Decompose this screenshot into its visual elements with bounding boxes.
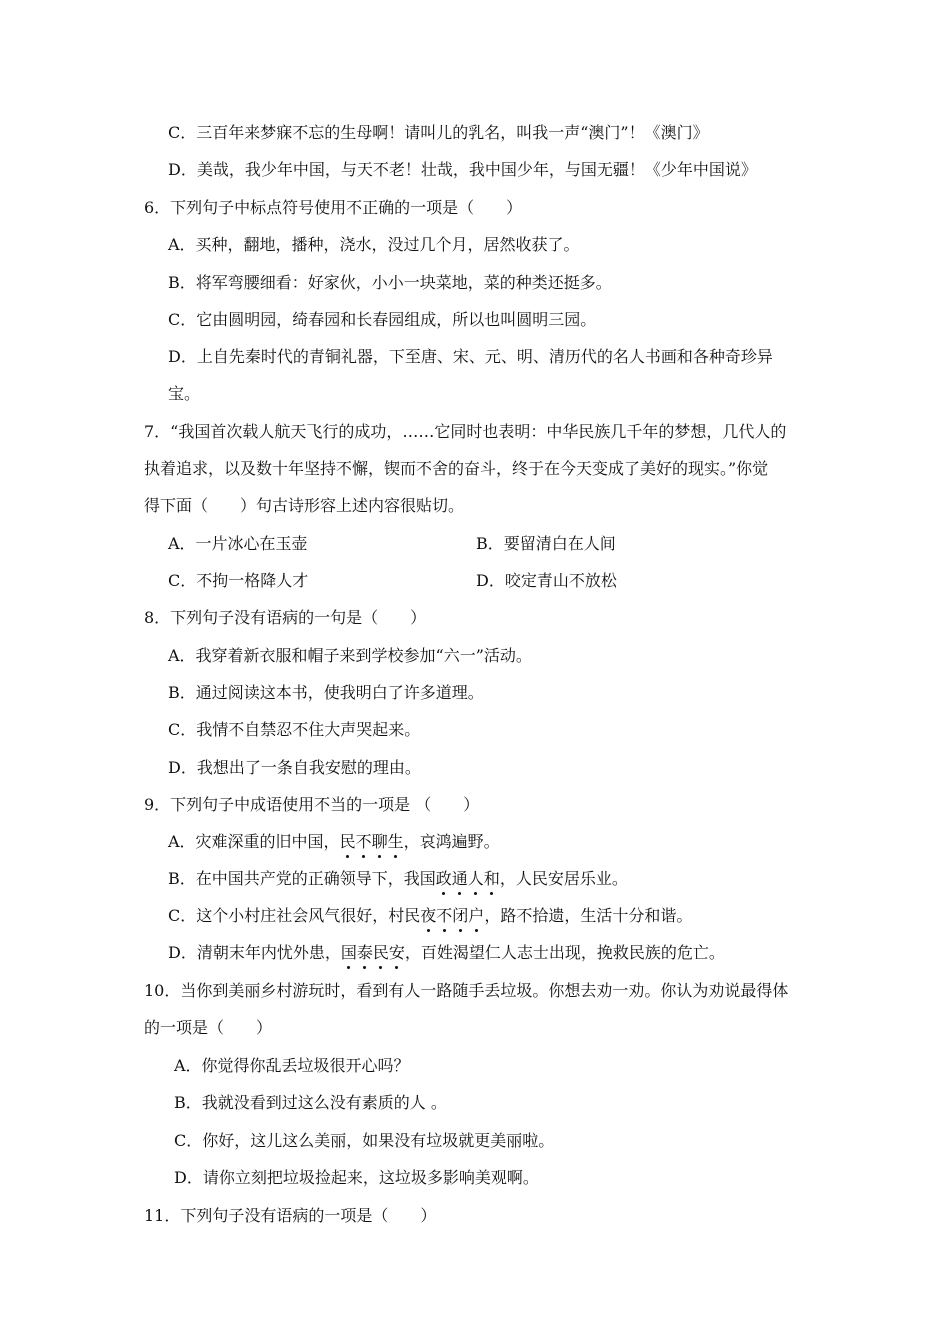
q5-option-d: D．美哉，我少年中国，与天不老！壮哉，我中国少年，与国无疆！《少年中国说》	[168, 160, 757, 179]
emphasis-dot-char: 政	[435, 869, 452, 888]
emphasis-dot-char: 民	[372, 943, 389, 962]
q7-stem-line2: 执着追求，以及数十年坚持不懈，锲而不舍的奋斗，终于在今天变成了美好的现实。”你觉	[144, 459, 769, 478]
emphasis-dot-char: 安	[388, 943, 405, 962]
q9-option-d-prefix: D．清朝末年内忧外患，	[168, 943, 341, 962]
q9-stem: 9．下列句子中成语使用不当的一项是 （ ）	[144, 795, 480, 814]
emphasis-dot-char: 户	[468, 906, 485, 925]
q9-option-d-suffix: ，百姓渴望仁人志士出现，挽救民族的危亡。	[404, 943, 725, 962]
q7-stem-line1: 7．“我国首次载人航天飞行的成功，……它同时也表明：中华民族几千年的梦想，几代人的	[144, 422, 787, 441]
q10-option-a: A．你觉得你乱丢垃圾很开心吗？	[174, 1056, 410, 1075]
q8-option-b: B．通过阅读这本书，使我明白了许多道理。	[168, 683, 484, 702]
q10-option-d: D．请你立刻把垃圾捡起来，这垃圾多影响美观啊。	[174, 1168, 539, 1187]
q9-option-a-suffix: ，哀鸿遍野。	[403, 832, 500, 851]
q9-option-c-suffix: ，路不拾遗，生活十分和谐。	[484, 906, 693, 925]
emphasis-dot-char: 泰	[356, 943, 373, 962]
q6-option-b: B．将军弯腰细看：好家伙，小小一块菜地，菜的种类还挺多。	[168, 273, 612, 292]
q10-stem-line2: 的一项是（ ）	[144, 1018, 273, 1037]
q9-option-a-idiom	[340, 832, 404, 851]
q9-option-b-suffix: ，人民安居乐业。	[499, 869, 628, 888]
q8-stem: 8．下列句子没有语病的一句是（ ）	[144, 608, 427, 627]
q9-option-a	[168, 831, 500, 853]
emphasis-dot-char: 夜	[420, 906, 437, 925]
q6-stem: 6．下列句子中标点符号使用不正确的一项是（ ）	[144, 198, 523, 217]
q9-option-c-prefix: C．这个小村庄社会风气很好，村民	[168, 906, 421, 925]
emphasis-dot-char: 人	[467, 869, 484, 888]
q6-option-d-line1: D．上自先秦时代的青铜礼器，下至唐、宋、元、明、清历代的名人书画和各种奇珍异	[168, 347, 773, 366]
q9-option-b-prefix: B．在中国共产党的正确领导下，我国	[168, 869, 436, 888]
q7-option-d: D．咬定青山不放松	[476, 571, 617, 590]
emphasis-dot-char: 不	[355, 832, 372, 851]
q11-stem: 11．下列句子没有语病的一项是（ ）	[144, 1206, 437, 1225]
emphasis-dot-char: 闭	[452, 906, 469, 925]
q7-option-c: C．不拘一格降人才	[168, 571, 309, 590]
q8-option-d: D．我想出了一条自我安慰的理由。	[168, 758, 421, 777]
q7-stem-line3: 得下面（ ）句古诗形容上述内容很贴切。	[144, 496, 465, 515]
q8-option-c: C．我情不自禁忍不住大声哭起来。	[168, 720, 421, 739]
q10-stem-line1: 10．当你到美丽乡村游玩时，看到有人一路随手丢垃圾。你想去劝一劝。你认为劝说最得体	[144, 981, 789, 1000]
q6-option-d-line2: 宝。	[168, 384, 201, 403]
q9-option-b-idiom	[436, 869, 500, 888]
q9-option-a-prefix: A．灾难深重的旧中国，	[168, 832, 340, 851]
q6-option-c: C．它由圆明园，绮春园和长春园组成，所以也叫圆明三园。	[168, 310, 597, 329]
q7-option-b: B．要留清白在人间	[476, 534, 616, 553]
emphasis-dot-char: 通	[451, 869, 468, 888]
emphasis-dot-char: 民	[339, 832, 356, 851]
q8-option-a: A．我穿着新衣服和帽子来到学校参加“六一”活动。	[168, 646, 532, 665]
emphasis-dot-char: 和	[483, 869, 500, 888]
q9-option-b	[168, 868, 628, 890]
emphasis-dot-char: 不	[436, 906, 453, 925]
emphasis-dot-char: 聊	[371, 832, 388, 851]
q10-option-c: C．你好，这儿这么美丽，如果没有垃圾就更美丽啦。	[174, 1131, 555, 1150]
q9-option-d-idiom	[341, 943, 405, 962]
q7-option-a: A．一片冰心在玉壶	[168, 534, 308, 553]
q6-option-a: A．买种，翻地，播种，浇水，没过几个月，居然收获了。	[168, 235, 580, 254]
q9-option-d	[168, 942, 725, 964]
emphasis-dot-char: 生	[387, 832, 404, 851]
q9-option-c-idiom	[420, 906, 484, 925]
emphasis-dot-char: 国	[340, 943, 357, 962]
q5-option-c: C．三百年来梦寐不忘的生母啊！请叫儿的乳名，叫我一声“澳门”！《澳门》	[168, 123, 709, 142]
q9-option-c	[168, 905, 692, 927]
q10-option-b: B．我就没看到过这么没有素质的人 。	[174, 1093, 447, 1112]
